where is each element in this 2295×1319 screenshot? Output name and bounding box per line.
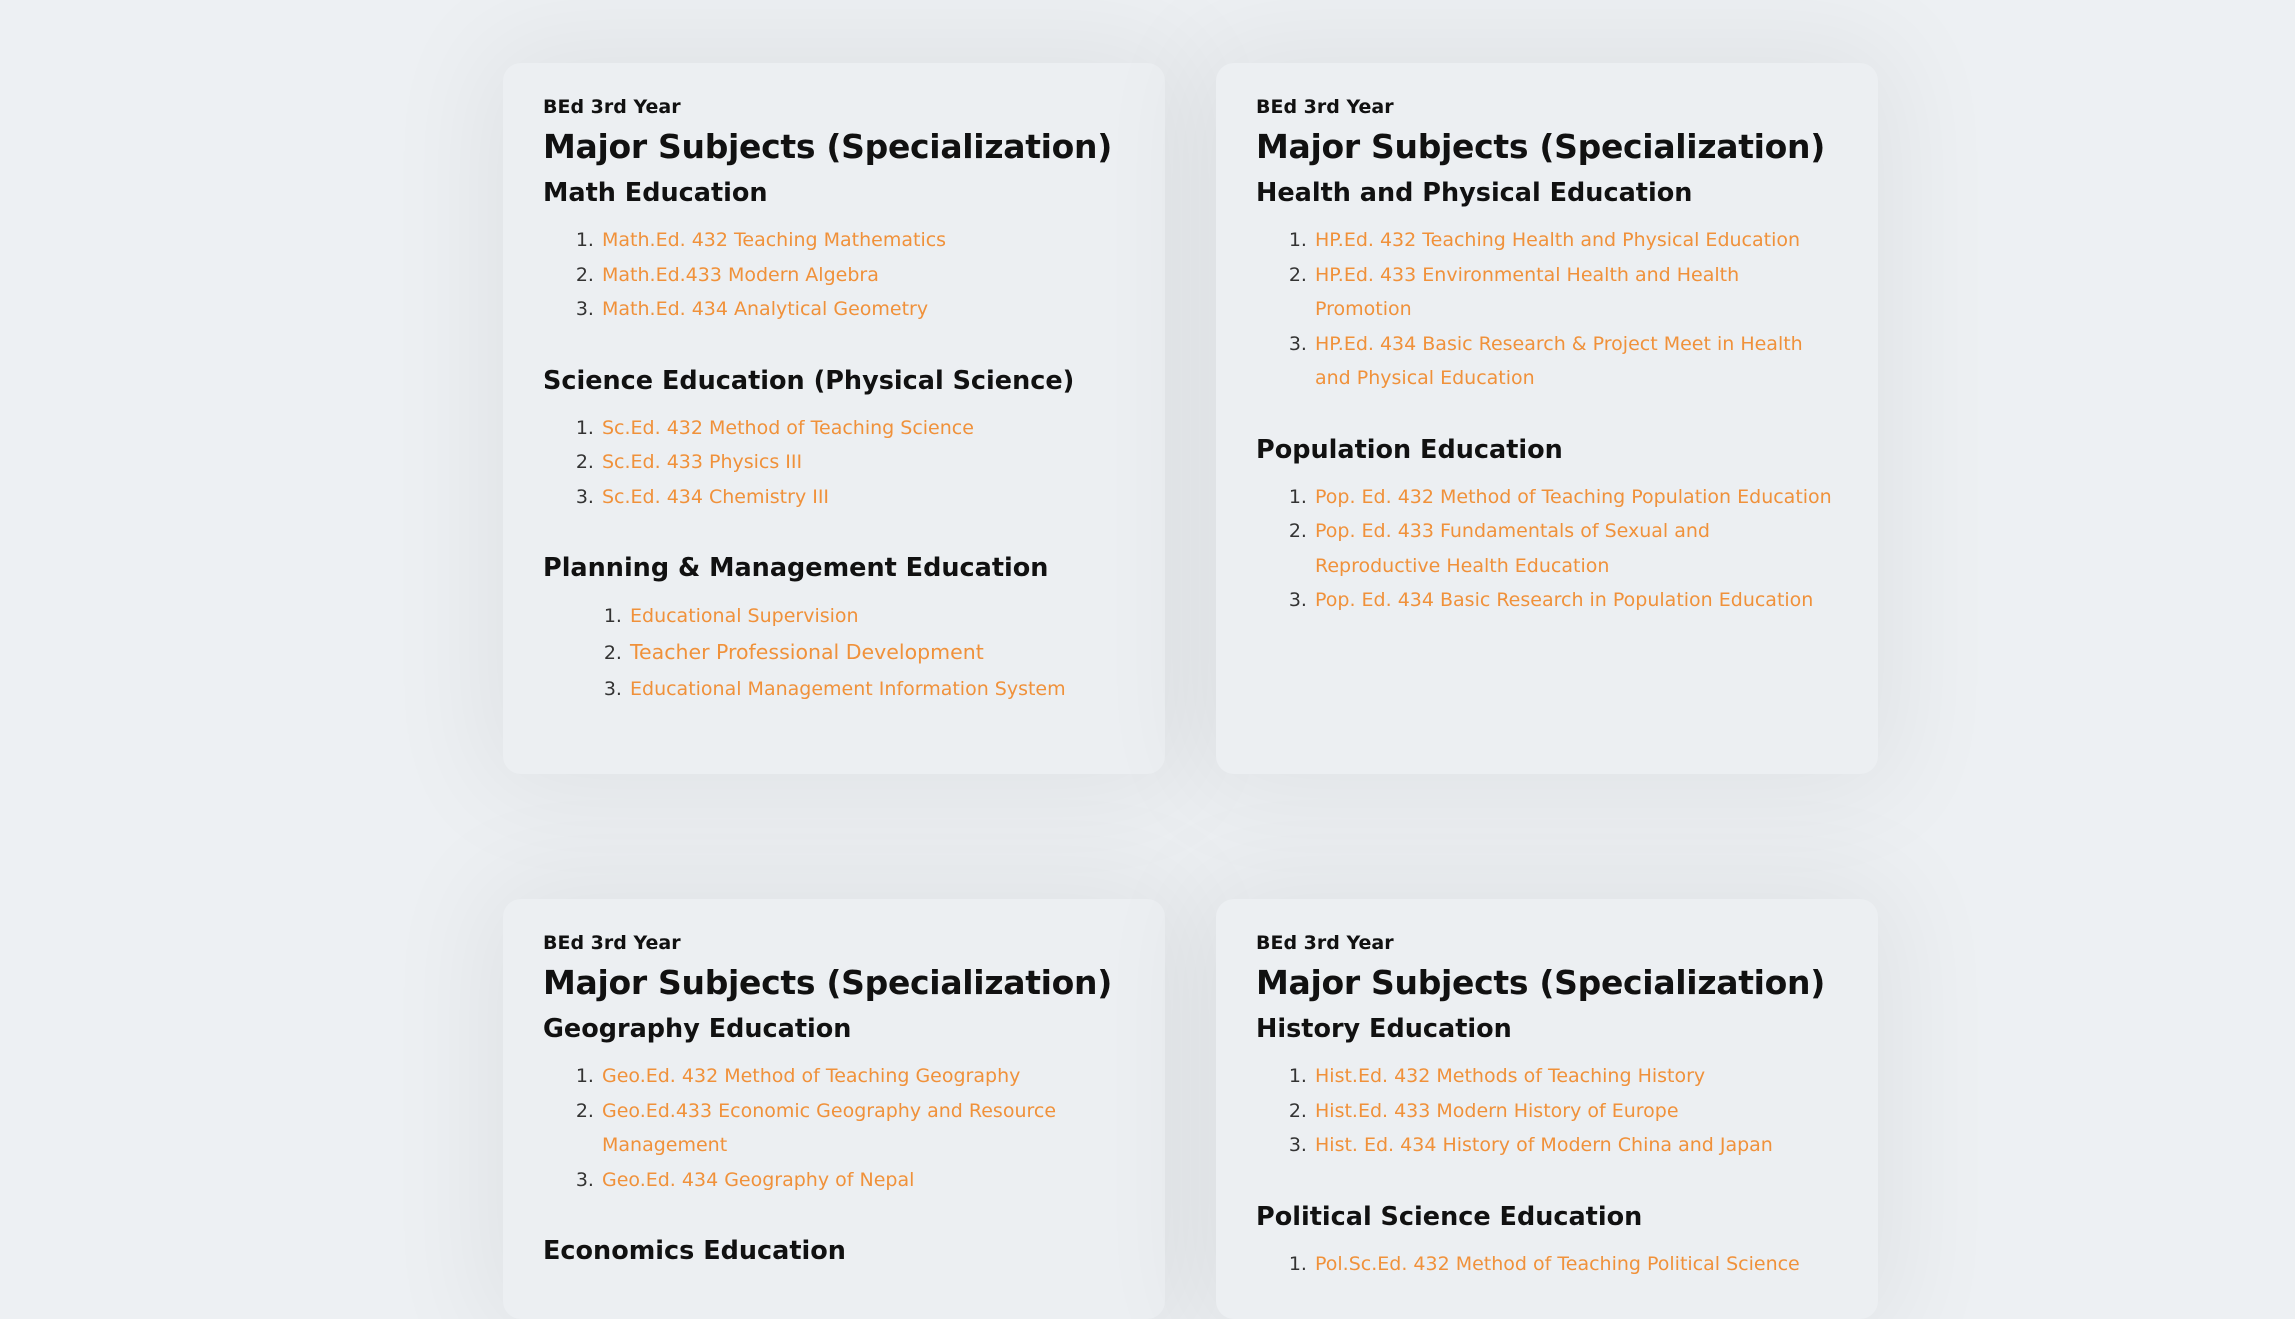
subject-link[interactable]: Geo.Ed. 434 Geography of Nepal xyxy=(602,1168,915,1191)
card-title: Major Subjects (Specialization) xyxy=(543,963,1113,1002)
subject-list-math-education xyxy=(543,223,1125,327)
card-title: Major Subjects (Specialization) xyxy=(1256,963,1826,1002)
subject-link[interactable]: Pop. Ed. 432 Method of Teaching Population Education xyxy=(1315,485,1832,508)
section-title-planning-management: Planning & Management Education xyxy=(543,553,1049,583)
subject-link[interactable]: Math.Ed. 434 Analytical Geometry xyxy=(602,298,929,320)
section-title-geography-education: Geography Education xyxy=(543,1014,852,1044)
card-year-label: BEd 3rd Year xyxy=(1256,932,1394,954)
subject-card-geography-economics xyxy=(503,899,1165,1319)
list-item xyxy=(628,598,1125,634)
subject-link[interactable]: Educational Management Information System xyxy=(630,678,1066,700)
subject-list-political-science-education xyxy=(1256,1247,1838,1282)
section-title-population-education: Population Education xyxy=(1256,434,1563,465)
section-title-science-education: Science Education (Physical Science) xyxy=(543,365,1075,396)
list-item xyxy=(1313,480,1838,515)
list-item xyxy=(1313,514,1838,583)
subject-link[interactable]: Educational Supervision xyxy=(630,605,859,627)
section-title-economics-education: Economics Education xyxy=(543,1236,846,1266)
card-title: Major Subjects (Specialization) xyxy=(1256,127,1826,166)
subject-list-geography-education xyxy=(543,1059,1125,1197)
list-item xyxy=(1313,223,1838,258)
subject-link[interactable]: Hist. Ed. 434 History of Modern China and Japan xyxy=(1315,1134,1773,1156)
subject-link[interactable]: Pop. Ed. 434 Basic Research in Population Education xyxy=(1315,589,1814,611)
section-title-history-education: History Education xyxy=(1256,1014,1512,1044)
list-item xyxy=(1313,327,1838,396)
subject-list-history-education xyxy=(1256,1059,1838,1163)
subject-card-health-population xyxy=(1216,63,1878,774)
list-item xyxy=(600,1163,1125,1198)
list-item xyxy=(600,223,1125,258)
list-item xyxy=(1313,1128,1838,1163)
subject-link[interactable]: Pol.Sc.Ed. 432 Method of Teaching Political Science xyxy=(1315,1252,1800,1275)
card-year-label: BEd 3rd Year xyxy=(543,96,681,118)
subject-link[interactable]: Teacher Professional Development xyxy=(630,640,984,664)
list-item xyxy=(1313,583,1838,618)
list-item xyxy=(628,634,1125,671)
card-title: Major Subjects (Specialization) xyxy=(543,127,1113,166)
list-item xyxy=(1313,1247,1838,1282)
card-year-label: BEd 3rd Year xyxy=(1256,96,1394,118)
subject-list-health-physical-education xyxy=(1256,223,1838,396)
subject-link[interactable]: Sc.Ed. 432 Method of Teaching Science xyxy=(602,416,974,439)
subject-link[interactable]: Geo.Ed. 432 Method of Teaching Geography xyxy=(602,1065,1021,1087)
subject-link[interactable]: HP.Ed. 433 Environmental Health and Health Promotion xyxy=(1315,263,1740,320)
subject-link[interactable]: Math.Ed. 432 Teaching Mathematics xyxy=(602,229,947,251)
subject-link[interactable]: Math.Ed.433 Modern Algebra xyxy=(602,263,879,286)
subject-link[interactable]: Sc.Ed. 434 Chemistry III xyxy=(602,485,830,508)
subject-list-planning-management xyxy=(543,598,1125,707)
list-item xyxy=(600,480,1125,515)
subject-card-math-science-planning xyxy=(503,63,1165,774)
card-year-label: BEd 3rd Year xyxy=(543,932,681,954)
subject-link[interactable]: HP.Ed. 434 Basic Research & Project Meet in Health and Physical Education xyxy=(1315,332,1803,389)
subject-list-population-education xyxy=(1256,480,1838,618)
list-item xyxy=(600,1094,1125,1163)
subject-link[interactable]: Sc.Ed. 433 Physics III xyxy=(602,451,803,473)
list-item xyxy=(1313,1059,1838,1094)
list-item xyxy=(600,445,1125,480)
list-item xyxy=(600,411,1125,446)
subject-card-history-political-science xyxy=(1216,899,1878,1319)
list-item xyxy=(600,292,1125,327)
section-title-health-physical-education: Health and Physical Education xyxy=(1256,178,1693,208)
section-title-math-education: Math Education xyxy=(543,178,768,208)
list-item xyxy=(600,1059,1125,1094)
list-item xyxy=(1313,258,1838,327)
section-title-political-science-education: Political Science Education xyxy=(1256,1201,1643,1232)
subject-link[interactable]: Hist.Ed. 432 Methods of Teaching History xyxy=(1315,1065,1706,1087)
subject-link[interactable]: Hist.Ed. 433 Modern History of Europe xyxy=(1315,1099,1679,1122)
list-item xyxy=(1313,1094,1838,1129)
subject-link[interactable]: Pop. Ed. 433 Fundamentals of Sexual and Reproductive Health Education xyxy=(1315,520,1710,577)
list-item xyxy=(600,258,1125,293)
list-item xyxy=(628,671,1125,707)
subject-list-science-education xyxy=(543,411,1125,515)
subject-link[interactable]: HP.Ed. 432 Teaching Health and Physical Education xyxy=(1315,229,1801,251)
subject-link[interactable]: Geo.Ed.433 Economic Geography and Resource Management xyxy=(602,1099,1057,1156)
